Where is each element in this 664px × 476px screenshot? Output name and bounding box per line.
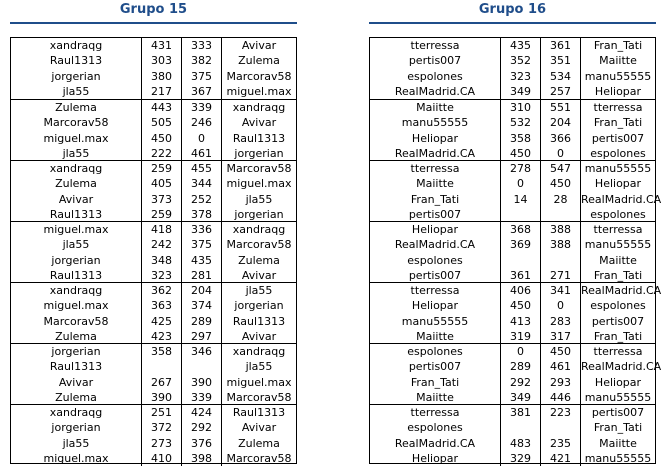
away-score: 446: [550, 390, 571, 404]
away-score: 388: [550, 238, 571, 252]
home-score: 363: [151, 299, 172, 313]
away-score: 461: [191, 146, 212, 160]
round-block: [370, 160, 662, 222]
home-score: 348: [151, 253, 172, 267]
round-block: [11, 343, 296, 405]
away-score: 339: [191, 390, 212, 404]
home-score: 410: [151, 451, 172, 465]
home-player: jla55: [62, 146, 90, 160]
match-row: [370, 405, 655, 420]
away-player: manu55555: [584, 238, 652, 252]
match-row: [11, 283, 296, 298]
away-score: 367: [191, 84, 212, 98]
match-row: [370, 84, 655, 99]
home-score: 423: [151, 329, 172, 343]
match-row: [11, 100, 296, 115]
match-row: [370, 53, 655, 68]
home-player: manu55555: [401, 116, 469, 130]
round-block: [11, 404, 296, 466]
away-player: RealMadrid.CA: [581, 284, 662, 297]
away-score: 424: [191, 406, 212, 419]
match-row: [370, 38, 655, 53]
home-score: 259: [151, 162, 172, 175]
home-player: Marcorav58: [43, 116, 109, 130]
match-row: [11, 253, 296, 268]
match-row: [11, 176, 296, 191]
match-row: [370, 207, 655, 222]
home-player: miguel.max: [43, 451, 109, 465]
away-score: 336: [191, 223, 212, 236]
home-player: Fran_Tati: [410, 192, 460, 206]
home-score: 406: [510, 284, 531, 297]
round-block: [370, 282, 662, 344]
home-player: jla55: [62, 436, 90, 450]
away-player: xandraqg: [232, 101, 286, 114]
home-player: jla55: [62, 84, 90, 98]
home-score: 425: [151, 314, 172, 328]
away-player: jla55: [245, 192, 273, 206]
away-score: 534: [550, 69, 571, 83]
away-player: espolones: [590, 299, 646, 313]
home-score: 310: [510, 101, 531, 114]
home-score: 217: [151, 84, 172, 98]
home-player: Raul1313: [49, 360, 103, 374]
away-player: Heliopar: [594, 84, 642, 98]
home-player: xandraqg: [49, 406, 103, 419]
away-player: miguel.max: [226, 177, 292, 191]
away-player: Marcorav58: [226, 69, 292, 83]
match-row: [11, 375, 296, 390]
home-score: 358: [510, 131, 531, 145]
match-row: [370, 237, 655, 252]
match-row: [11, 420, 296, 435]
away-score: 374: [191, 299, 212, 313]
home-player: Maiitte: [416, 329, 454, 343]
home-score: 292: [510, 375, 531, 389]
match-row: [370, 451, 655, 466]
match-row: [11, 192, 296, 207]
match-row: [370, 390, 655, 405]
away-score: 351: [550, 54, 571, 68]
match-row: [11, 222, 296, 237]
home-score: 319: [510, 329, 531, 343]
home-player: xandraqg: [49, 284, 103, 297]
home-score: 418: [151, 223, 172, 236]
away-player: Avivar: [241, 421, 277, 435]
home-score: 390: [151, 390, 172, 404]
home-score: 372: [151, 421, 172, 435]
away-score: 344: [191, 177, 212, 191]
home-player: RealMadrid.CA: [394, 146, 476, 160]
home-score: 349: [510, 84, 531, 98]
match-row: [11, 359, 296, 374]
round-block: [11, 38, 296, 99]
match-row: [370, 176, 655, 191]
home-player: miguel.max: [43, 131, 109, 145]
match-row: [370, 359, 662, 374]
away-score: 235: [550, 436, 571, 450]
away-player: pertis007: [591, 406, 645, 419]
match-row: [370, 69, 655, 84]
home-score: 443: [151, 101, 172, 114]
away-player: manu55555: [584, 390, 652, 404]
away-score: 361: [550, 39, 571, 52]
home-score: 435: [510, 39, 531, 52]
match-row: [370, 436, 655, 451]
home-score: 352: [510, 54, 531, 68]
away-score: 204: [191, 284, 212, 297]
away-score: 297: [191, 329, 212, 343]
round-block: [11, 282, 296, 344]
match-row: [11, 390, 296, 405]
away-score: 0: [198, 131, 205, 145]
away-score: 28: [553, 192, 568, 206]
home-score: 368: [510, 223, 531, 236]
home-player: Heliopar: [411, 223, 459, 236]
match-row: [11, 329, 296, 344]
home-score: 0: [517, 177, 524, 191]
home-score: 14: [513, 192, 528, 206]
home-score: 361: [510, 268, 531, 282]
away-player: Avivar: [241, 39, 277, 52]
round-block: [370, 221, 655, 283]
away-player: Marcorav58: [226, 451, 292, 465]
match-row: [370, 131, 655, 146]
away-player: Marcorav58: [226, 390, 292, 404]
match-row: [370, 192, 662, 207]
home-player: jorgerian: [51, 69, 101, 83]
away-player: jorgerian: [234, 207, 284, 221]
home-score: 259: [151, 207, 172, 221]
away-player: Zulema: [238, 436, 280, 450]
away-player: xandraqg: [232, 223, 286, 236]
away-player: espolones: [590, 207, 646, 221]
home-player: Zulema: [55, 329, 97, 343]
match-row: [370, 344, 655, 359]
home-player: manu55555: [401, 314, 469, 328]
home-score: 450: [151, 131, 172, 145]
match-row: [370, 420, 655, 435]
away-player: Heliopar: [594, 375, 642, 389]
home-player: jorgerian: [51, 345, 101, 358]
away-player: Avivar: [241, 268, 277, 282]
away-player: Avivar: [241, 329, 277, 343]
round-block: [11, 221, 296, 283]
home-player: Maiitte: [416, 390, 454, 404]
away-player: jla55: [245, 360, 273, 374]
away-player: tterressa: [593, 101, 643, 114]
away-score: 455: [191, 162, 212, 175]
away-player: jla55: [245, 284, 273, 297]
home-player: pertis007: [408, 207, 462, 221]
match-row: [370, 329, 655, 344]
round-block: [11, 99, 296, 161]
away-player: Maiitte: [599, 54, 637, 68]
away-score: 246: [191, 116, 212, 130]
home-score: 267: [151, 375, 172, 389]
home-score: 405: [151, 177, 172, 191]
away-score: 281: [191, 268, 212, 282]
away-player: Fran_Tati: [593, 116, 643, 130]
home-player: Heliopar: [411, 299, 459, 313]
away-player: Marcorav58: [226, 162, 292, 175]
home-player: RealMadrid.CA: [394, 238, 476, 252]
round-block: [11, 160, 296, 222]
home-player: pertis007: [408, 54, 462, 68]
away-player: pertis007: [591, 131, 645, 145]
match-row: [11, 436, 296, 451]
home-player: Fran_Tati: [410, 375, 460, 389]
home-player: miguel.max: [43, 223, 109, 236]
away-score: 375: [191, 238, 212, 252]
away-player: Maiitte: [599, 253, 637, 267]
match-row: [370, 161, 655, 176]
away-player: Fran_Tati: [593, 39, 643, 52]
match-row: [370, 115, 655, 130]
away-score: 388: [550, 223, 571, 236]
home-player: RealMadrid.CA: [394, 436, 476, 450]
match-row: [11, 451, 296, 466]
away-player: tterressa: [593, 223, 643, 236]
home-player: miguel.max: [43, 299, 109, 313]
home-player: jorgerian: [51, 421, 101, 435]
home-player: Zulema: [55, 177, 97, 191]
match-row: [370, 375, 655, 390]
home-score: 373: [151, 192, 172, 206]
match-row: [370, 146, 655, 161]
away-player: Fran_Tati: [593, 329, 643, 343]
away-player: espolones: [590, 146, 646, 160]
away-player: RealMadrid.CA: [581, 192, 662, 206]
away-player: Avivar: [241, 116, 277, 130]
away-player: Raul1313: [232, 314, 286, 328]
home-score: 251: [151, 406, 172, 419]
away-score: 382: [191, 54, 212, 68]
match-row: [11, 268, 296, 283]
away-player: Heliopar: [594, 177, 642, 191]
home-score: 273: [151, 436, 172, 450]
match-row: [370, 298, 655, 313]
results-table: [369, 37, 662, 465]
match-row: [11, 161, 296, 176]
away-score: 547: [550, 162, 571, 175]
home-score: 450: [510, 299, 531, 313]
match-row: [11, 38, 296, 53]
away-player: jorgerian: [234, 146, 284, 160]
round-block: [370, 343, 662, 405]
home-player: Raul1313: [49, 207, 103, 221]
away-player: pertis007: [591, 314, 645, 328]
home-player: jorgerian: [51, 253, 101, 267]
home-player: tterressa: [410, 406, 460, 419]
home-player: Maiitte: [416, 101, 454, 114]
away-player: jorgerian: [234, 299, 284, 313]
home-player: tterressa: [410, 162, 460, 175]
away-player: RealMadrid.CA: [581, 360, 662, 374]
match-row: [11, 344, 296, 359]
match-row: [11, 314, 296, 329]
away-score: 0: [557, 299, 564, 313]
home-score: 329: [510, 451, 531, 465]
away-score: 257: [550, 84, 571, 98]
away-score: 339: [191, 101, 212, 114]
away-player: tterressa: [593, 345, 643, 358]
match-row: [11, 405, 296, 420]
away-score: 450: [550, 177, 571, 191]
home-score: 358: [151, 345, 172, 358]
match-row: [11, 115, 296, 130]
home-player: Zulema: [55, 390, 97, 404]
match-row: [11, 84, 296, 99]
home-score: 349: [510, 390, 531, 404]
results-table: [10, 37, 297, 464]
home-score: 431: [151, 39, 172, 52]
home-player: espolones: [407, 421, 463, 435]
away-player: miguel.max: [226, 84, 292, 98]
away-score: 283: [550, 314, 571, 328]
away-score: 398: [191, 451, 212, 465]
away-score: 390: [191, 375, 212, 389]
away-score: 366: [550, 131, 571, 145]
home-score: 380: [151, 69, 172, 83]
away-player: Raul1313: [232, 131, 286, 145]
away-score: 461: [550, 360, 571, 374]
away-player: Marcorav58: [226, 238, 292, 252]
away-score: 293: [550, 375, 571, 389]
home-player: xandraqg: [49, 162, 103, 175]
match-row: [11, 69, 296, 84]
home-score: 278: [510, 162, 531, 175]
home-player: Avivar: [58, 192, 94, 206]
match-row: [11, 131, 296, 146]
home-player: xandraqg: [49, 39, 103, 52]
home-player: pertis007: [408, 360, 462, 374]
round-block: [370, 99, 655, 161]
title-underline: [10, 22, 297, 24]
home-player: espolones: [407, 345, 463, 358]
home-player: RealMadrid.CA: [394, 84, 476, 98]
away-score: 551: [550, 101, 571, 114]
home-player: Heliopar: [411, 131, 459, 145]
match-row: [370, 314, 655, 329]
away-player: manu55555: [584, 162, 652, 175]
away-player: Zulema: [238, 54, 280, 68]
away-score: 346: [191, 345, 212, 358]
home-player: espolones: [407, 69, 463, 83]
home-score: 303: [151, 54, 172, 68]
group-title: Grupo 16: [478, 2, 547, 17]
match-row: [11, 237, 296, 252]
home-score: 532: [510, 116, 531, 130]
match-row: [11, 53, 296, 68]
away-score: 252: [191, 192, 212, 206]
home-score: 450: [510, 146, 531, 160]
match-row: [370, 283, 662, 298]
home-player: Raul1313: [49, 54, 103, 68]
home-player: jla55: [62, 238, 90, 252]
away-player: Maiitte: [599, 436, 637, 450]
away-score: 289: [191, 314, 212, 328]
away-score: 271: [550, 268, 571, 282]
home-player: Raul1313: [49, 268, 103, 282]
away-player: xandraqg: [232, 345, 286, 358]
home-score: 323: [510, 69, 531, 83]
home-score: 362: [151, 284, 172, 297]
home-score: 381: [510, 406, 531, 419]
title-underline: [369, 22, 656, 24]
away-score: 376: [191, 436, 212, 450]
home-player: Marcorav58: [43, 314, 109, 328]
home-score: 483: [510, 436, 531, 450]
home-score: 369: [510, 238, 531, 252]
home-score: 0: [517, 345, 524, 358]
home-player: espolones: [407, 253, 463, 267]
away-score: 204: [550, 116, 571, 130]
home-score: 289: [510, 360, 531, 374]
away-player: Raul1313: [232, 406, 286, 419]
home-player: Avivar: [58, 375, 94, 389]
away-player: miguel.max: [226, 375, 292, 389]
away-score: 223: [550, 406, 571, 419]
home-player: Heliopar: [411, 451, 459, 465]
round-block: [370, 38, 655, 99]
away-player: manu55555: [584, 69, 652, 83]
home-score: 505: [151, 116, 172, 130]
home-score: 413: [510, 314, 531, 328]
match-row: [11, 207, 296, 222]
away-player: Fran_Tati: [593, 268, 643, 282]
match-row: [11, 298, 296, 313]
match-row: [370, 100, 655, 115]
away-score: 450: [550, 345, 571, 358]
away-score: 421: [550, 451, 571, 465]
home-score: 323: [151, 268, 172, 282]
away-score: 292: [191, 421, 212, 435]
away-score: 317: [550, 329, 571, 343]
home-player: tterressa: [410, 284, 460, 297]
away-score: 378: [191, 207, 212, 221]
match-row: [370, 268, 655, 283]
home-player: Zulema: [55, 101, 97, 114]
group-title: Grupo 15: [119, 2, 188, 17]
away-score: 375: [191, 69, 212, 83]
away-score: 0: [557, 146, 564, 160]
away-player: manu55555: [584, 451, 652, 465]
home-score: 222: [151, 146, 172, 160]
match-row: [11, 146, 296, 161]
away-score: 435: [191, 253, 212, 267]
home-player: Maiitte: [416, 177, 454, 191]
match-row: [370, 222, 655, 237]
away-player: Zulema: [238, 253, 280, 267]
home-player: tterressa: [410, 39, 460, 52]
away-score: 333: [191, 39, 212, 52]
round-block: [370, 404, 655, 466]
away-player: Fran_Tati: [593, 421, 643, 435]
away-score: 341: [550, 284, 571, 297]
home-score: 242: [151, 238, 172, 252]
match-row: [370, 253, 655, 268]
home-player: pertis007: [408, 268, 462, 282]
